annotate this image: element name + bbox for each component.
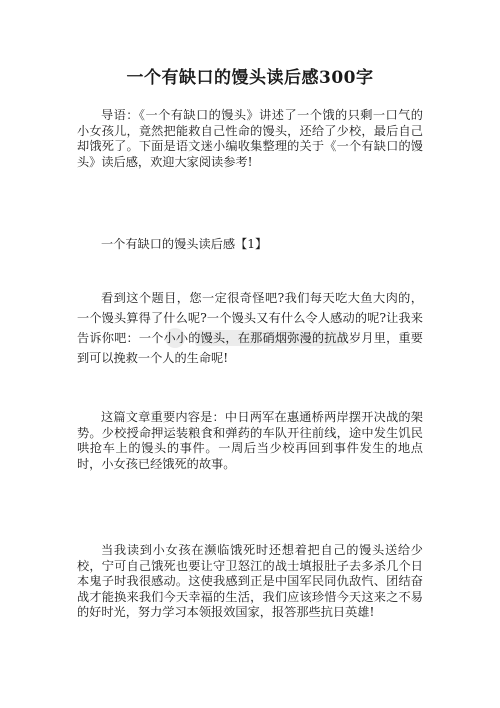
section-heading: 一个有缺口的馒头读后感【1】 xyxy=(101,237,268,251)
intro-paragraph: 导语：《一个有缺口的馒头》讲述了一个饿的只剩一口气的小女孩儿，竟然把能救自己性命的馒头，还给了少校，最后自己却饿死了。下面是语文迷小编收集整理的关于《一个有缺口的馒头》读后感，欢迎大家阅读参考! xyxy=(77,108,423,169)
body-paragraph-1: 看到这个题目，您一定很奇怪吧?我们每天吃大鱼大肉的，一个馒头算得了什么呢?一个馒头又有什么令人感动的呢?让我来告诉你吧：一个小小的馒头，在那硝烟弥漫的抗战岁月里，重要到可以挽救一个人的生命呢! xyxy=(77,291,423,365)
document-title: 一个有缺口的馒头读后感300字 xyxy=(126,68,374,88)
body-paragraph-2: 这篇文章重要内容是：中日两军在惠通桥两岸摆开决战的架势。少校授命押运装粮食和弹药的车队开往前线，途中发生饥民哄抢车上的馒头的事件。一周后当少校再回到事件发生的地点时，小女孩已经饿死的故事。 xyxy=(77,410,423,471)
body-paragraph-3: 当我读到小女孩在濒临饿死时还想着把自己的馒头送给少校，宁可自己饿死也要让守卫怒江的战士填报肚子去多杀几个日本鬼子时我很感动。这使我感到正是中国军民同仇敌忾、团结奋战才能换来我们今天幸福的生活，我们应该珍惜今天这来之不易的好时光，努力学习本领报效国家，报答那些抗日英雄! xyxy=(77,543,423,619)
